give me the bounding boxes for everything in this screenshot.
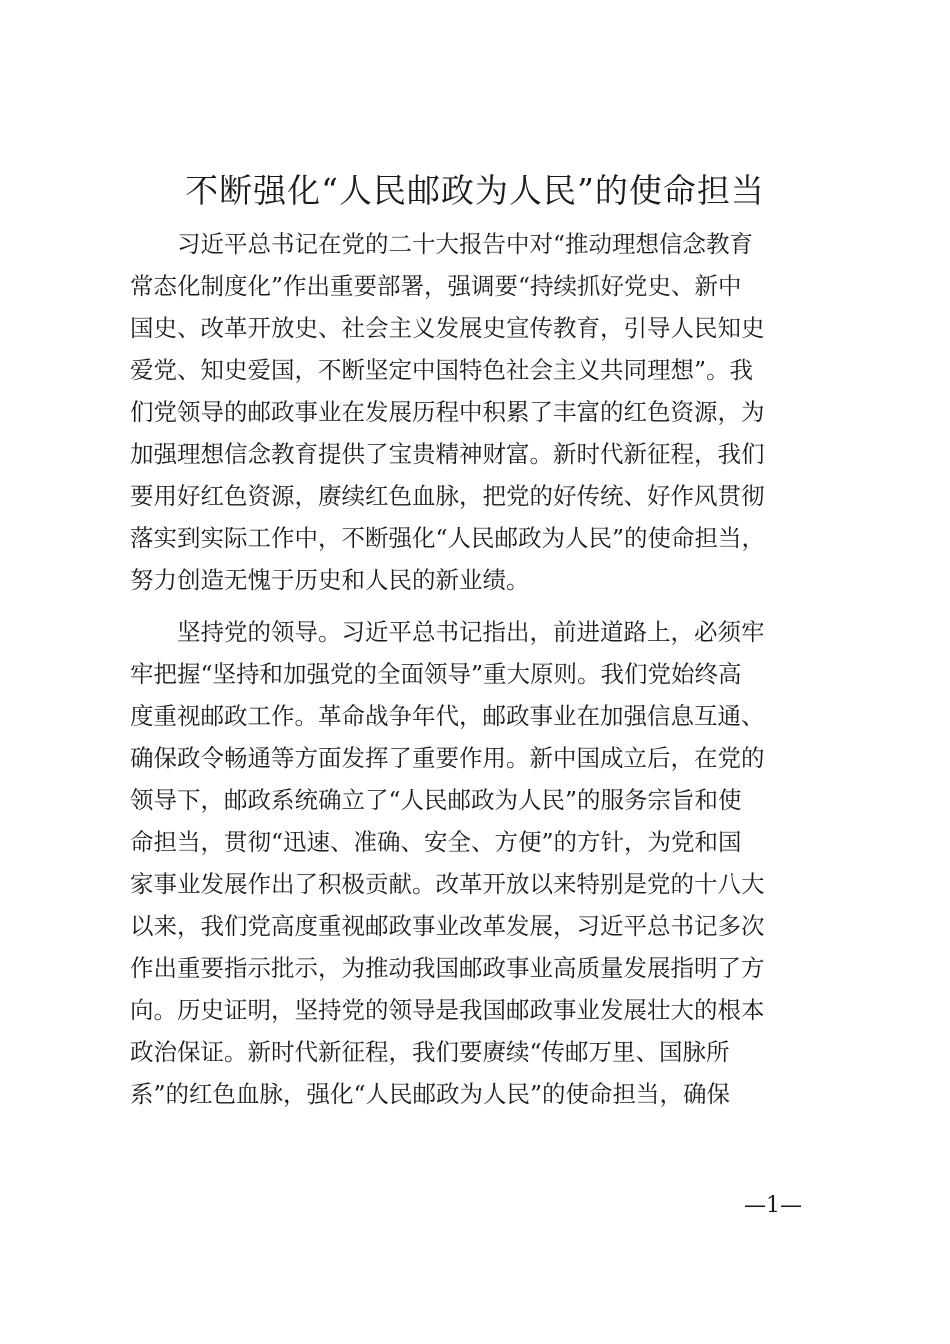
document-title: 不断强化“人民邮政为人民”的使命担当 [185,171,765,210]
paragraph-2-line-5: 领导下，邮政系统确立了“人民邮政为人民”的服务宗旨和使 [130,786,742,814]
paragraph-1-line-7: 要用好红色资源，赓续红色血脉，把党的好传统、好作风贯彻 [130,482,765,510]
paragraph-1-line-1: 习近平总书记在党的二十大报告中对“推动理想信念教育 [177,230,754,258]
paragraph-2-line-9: 作出重要指示批示，为推动我国邮政事业高质量发展指明了方 [130,954,765,982]
paragraph-2-line-10: 向。历史证明，坚持党的领导是我国邮政事业发展壮大的根本 [130,996,765,1024]
paragraph-1-line-4: 爱党、知史爱国，不断坚定中国特色社会主义共同理想”。我 [130,356,754,384]
paragraph-2-line-11: 政治保证。新时代新征程，我们要赓续“传邮万里、国脉所 [130,1038,730,1066]
paragraph-1-line-5: 们党领导的邮政事业在发展历程中积累了丰富的红色资源，为 [130,398,765,426]
paragraph-2-line-12: 系”的红色血脉，强化“人民邮政为人民”的使命担当，确保 [130,1080,731,1108]
paragraph-2-line-4: 确保政令畅通等方面发挥了重要作用。新中国成立后，在党的 [130,744,765,772]
paragraph-2-line-3: 度重视邮政工作。革命战争年代，邮政事业在加强信息互通、 [130,702,765,730]
paragraph-2-line-2: 牢把握“坚持和加强党的全面领导”重大原则。我们党始终高 [130,660,742,688]
paragraph-1-line-9: 努力创造无愧于历史和人民的新业绩。 [130,566,530,594]
paragraph-2-line-6: 命担当，贯彻“迅速、准确、安全、方便”的方针，为党和国 [130,828,742,856]
paragraph-1-line-2: 常态化制度化”作出重要部署，强调要“持续抓好党史、新中 [130,272,742,300]
paragraph-2-line-8: 以来，我们党高度重视邮政事业改革发展，习近平总书记多次 [130,912,765,940]
paragraph-1-line-8: 落实到实际工作中，不断强化“人民邮政为人民”的使命担当， [130,524,766,552]
paragraph-1-line-3: 国史、改革开放史、社会主义发展史宣传教育，引导人民知史 [130,314,765,342]
paragraph-1-line-6: 加强理想信念教育提供了宝贵精神财富。新时代新征程，我们 [130,440,765,468]
page-number: —1— [744,1193,802,1218]
paragraph-2-line-7: 家事业发展作出了积极贡献。改革开放以来特别是党的十八大 [130,870,765,898]
paragraph-2-line-1: 坚持党的领导。习近平总书记指出，前进道路上，必须牢 [177,618,765,646]
